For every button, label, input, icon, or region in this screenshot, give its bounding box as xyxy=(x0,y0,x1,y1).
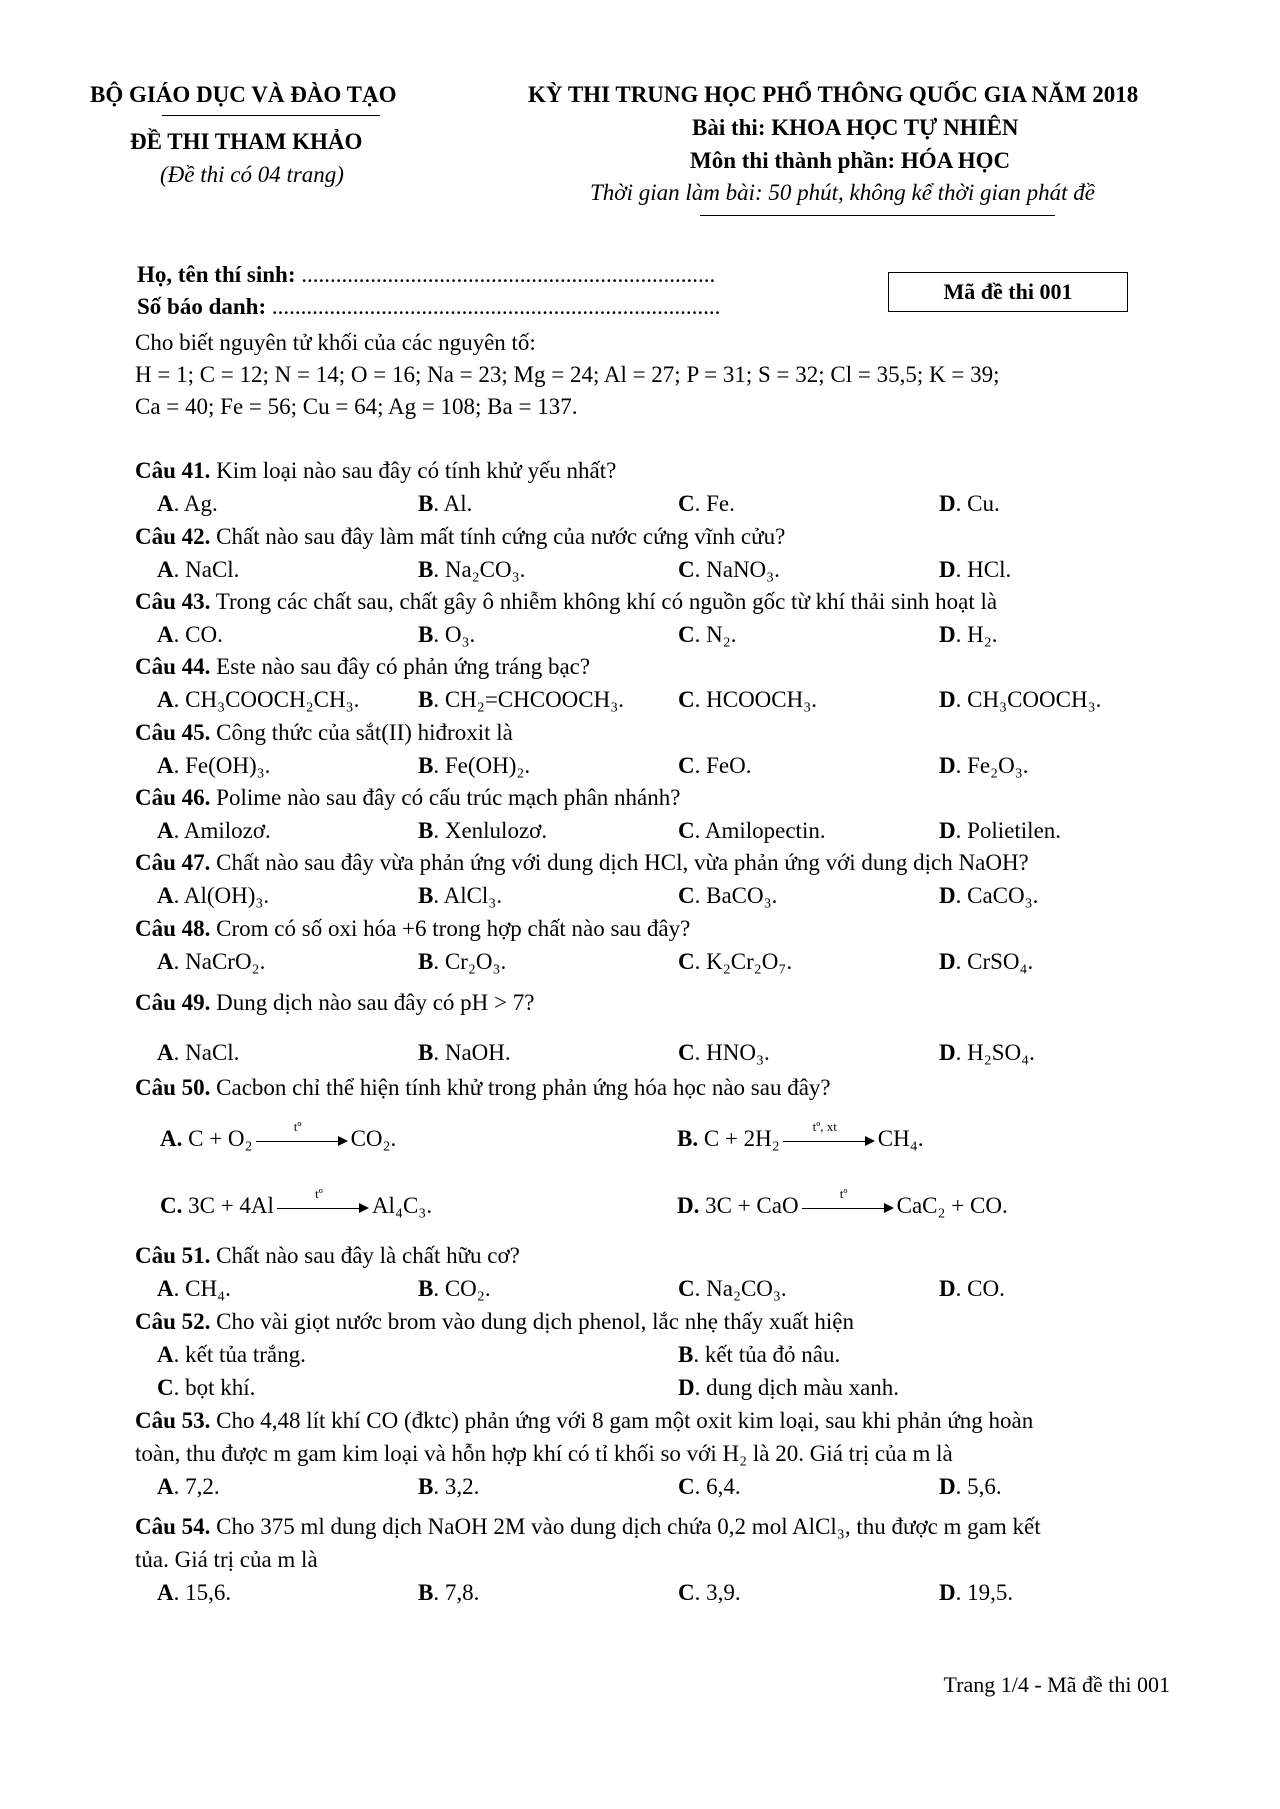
option-text: Fe(OH)₂. xyxy=(444,753,531,778)
candidate-number-dots: .............................................................................. xyxy=(271,294,721,319)
candidate-number-label: Số báo danh: xyxy=(137,294,267,319)
option-text: HCl. xyxy=(967,557,1012,582)
reactants: 3C + 4Al xyxy=(188,1193,274,1218)
answer-option-b: B. Fe(OH)₂. xyxy=(418,753,531,778)
question-text: Chất nào sau đây là chất hữu cơ? xyxy=(216,1243,520,1268)
question-text: toàn, thu được m gam kim loại và hỗn hợp khí có tỉ khối so với H₂ là 20. Giá trị của m là xyxy=(135,1441,953,1466)
option-key: D xyxy=(939,883,956,908)
option-text: kết tủa trắng. xyxy=(185,1342,306,1367)
answer-option-a: A. NaCrO₂. xyxy=(157,949,266,974)
candidate-name-dots: ........................................................................ xyxy=(301,262,716,287)
reaction-arrow-icon xyxy=(256,1118,348,1151)
ministry-name: BỘ GIÁO DỤC VÀ ĐÀO TẠO xyxy=(90,82,397,107)
option-key: C xyxy=(678,818,695,843)
answer-option-b: B. 3,2. xyxy=(418,1474,480,1499)
question-text: Polime nào sau đây có cấu trúc mạch phân nhánh? xyxy=(216,785,681,810)
question-text: Công thức của sắt(II) hiđroxit là xyxy=(216,720,513,745)
answer-option-a: A. 7,2. xyxy=(157,1474,220,1499)
option-text: CrSO₄. xyxy=(967,949,1034,974)
option-text: 7,8. xyxy=(444,1580,480,1605)
answer-option-d: D. H₂. xyxy=(939,622,998,647)
answer-option-d: D. dung dịch màu xanh. xyxy=(678,1375,900,1400)
option-key: C xyxy=(678,1580,695,1605)
answer-option-c: C. Fe. xyxy=(678,491,735,516)
option-key: A xyxy=(157,1040,174,1065)
option-key: C xyxy=(678,622,695,647)
question-text: Chất nào sau đây vừa phản ứng với dung dịch HCl, vừa phản ứng với dung dịch NaOH? xyxy=(216,850,1029,875)
option-key: B xyxy=(418,753,434,778)
exam-subject: Bài thi: KHOA HỌC TỰ NHIÊN xyxy=(692,115,1019,140)
option-key: C xyxy=(678,491,695,516)
candidate-name-label: Họ, tên thí sinh: xyxy=(137,262,296,287)
option-key: D xyxy=(939,491,956,516)
option-text: BaCO₃. xyxy=(706,883,778,908)
option-key: B xyxy=(418,491,434,516)
question-text: Kim loại nào sau đây có tính khử yếu nhất? xyxy=(216,458,617,483)
option-text: H₂SO₄. xyxy=(967,1040,1035,1065)
option-key: B xyxy=(418,1474,434,1499)
option-text: NaCrO₂. xyxy=(185,949,266,974)
question-number: Câu 45. xyxy=(135,720,211,745)
answer-option-d: D. Fe₂O₃. xyxy=(939,753,1029,778)
option-text: Na₂CO₃. xyxy=(706,1276,787,1301)
question-stem xyxy=(135,1547,318,1573)
option-key: B xyxy=(418,557,434,582)
answer-option-b: B. CH₂=CHCOOCH₃. xyxy=(418,687,625,712)
option-key: A xyxy=(157,687,174,712)
question-stem xyxy=(135,1075,831,1101)
answer-option-b: B. 7,8. xyxy=(418,1580,480,1605)
products: CaC₂ + CO. xyxy=(896,1193,1008,1218)
option-key: A xyxy=(157,1474,174,1499)
reaction-option-b xyxy=(677,1118,924,1152)
option-text: dung dịch màu xanh. xyxy=(706,1375,900,1400)
option-text: Fe(OH)₃. xyxy=(185,753,271,778)
option-text: Amilozơ. xyxy=(183,818,271,843)
answer-option-d: D. Polietilen. xyxy=(939,818,1062,843)
question-stem xyxy=(135,654,590,680)
answer-option-c: C. Na₂CO₃. xyxy=(678,1276,787,1301)
option-key: A xyxy=(157,622,174,647)
option-text: AlCl₃. xyxy=(443,883,503,908)
answer-option-b: B. O₃. xyxy=(418,622,476,647)
answer-option-b: B. AlCl₃. xyxy=(418,883,503,908)
option-text: N₂. xyxy=(706,622,737,647)
exam-name: KỲ THI TRUNG HỌC PHỔ THÔNG QUỐC GIA NĂM 2018 xyxy=(528,82,1139,107)
reaction-arrow-icon xyxy=(277,1185,369,1218)
option-key: D xyxy=(939,1580,956,1605)
answer-option-d: D. 19,5. xyxy=(939,1580,1014,1605)
question-number: Câu 47. xyxy=(135,850,211,875)
answer-option-c: C. N₂. xyxy=(678,622,737,647)
option-text: Cu. xyxy=(967,491,1000,516)
option-text: H₂. xyxy=(967,622,998,647)
option-key: C xyxy=(678,687,695,712)
option-text: NaCl. xyxy=(185,557,240,582)
question-stem xyxy=(135,720,513,746)
question-text: Cho 4,48 lít khí CO (đktc) phản ứng với 8 gam một oxit kim loại, sau khi phản ứng hoàn xyxy=(216,1408,1034,1433)
answer-option-b: B. Al. xyxy=(418,491,473,516)
answer-option-a: A. kết tủa trắng. xyxy=(157,1342,306,1367)
reactants: 3C + CaO xyxy=(705,1193,799,1218)
question-number: Câu 43. xyxy=(135,589,211,614)
option-text: Amilopectin. xyxy=(704,818,826,843)
atomic-mass-line-1: H = 1; C = 12; N = 14; O = 16; Na = 23; Mg = 24; Al = 27; P = 31; S = 32; Cl = 35,5; K = 39; xyxy=(135,362,1000,387)
option-key: C xyxy=(678,753,695,778)
answer-option-a: A. NaCl. xyxy=(157,557,240,582)
answer-option-d: D. CH₃COOCH₃. xyxy=(939,687,1102,712)
option-key: B xyxy=(418,949,434,974)
ministry-underline xyxy=(162,115,380,116)
option-text: kết tủa đỏ nâu. xyxy=(704,1342,841,1367)
reaction-option-d xyxy=(677,1185,1008,1219)
answer-option-c: C. 3,9. xyxy=(678,1580,741,1605)
option-key: D xyxy=(939,753,956,778)
option-text: 3,2. xyxy=(444,1474,480,1499)
option-text: FeO. xyxy=(706,753,752,778)
option-text: 3,9. xyxy=(706,1580,741,1605)
option-key: D. xyxy=(677,1193,700,1218)
answer-option-d: D. CrSO₄. xyxy=(939,949,1034,974)
option-text: Polietilen. xyxy=(967,818,1062,843)
answer-option-d: D. HCl. xyxy=(939,557,1012,582)
question-number: Câu 54. xyxy=(135,1514,211,1539)
option-key: A xyxy=(157,1580,174,1605)
answer-option-a: A. Ag. xyxy=(157,491,218,516)
question-number: Câu 50. xyxy=(135,1075,211,1100)
option-text: HNO₃. xyxy=(706,1040,770,1065)
answer-option-a: A. Amilozơ. xyxy=(157,818,271,843)
option-text: CO. xyxy=(185,622,223,647)
option-key: B xyxy=(418,1276,434,1301)
question-text: Cacbon chỉ thể hiện tính khử trong phản ứng hóa học nào sau đây? xyxy=(216,1075,831,1100)
exam-type-title: ĐỀ THI THAM KHẢO xyxy=(130,129,363,154)
answer-option-a: A. Al(OH)₃. xyxy=(157,883,270,908)
answer-option-d: D. H₂SO₄. xyxy=(939,1040,1035,1065)
duration-underline xyxy=(700,215,1055,216)
option-key: C xyxy=(678,883,695,908)
option-key: B xyxy=(418,1040,434,1065)
reaction-arrow-icon xyxy=(802,1185,894,1218)
question-text: Este nào sau đây có phản ứng tráng bạc? xyxy=(216,654,591,679)
option-key: B xyxy=(418,622,434,647)
answer-option-a: A. CH₄. xyxy=(157,1276,231,1301)
reaction-condition: tº xyxy=(293,1118,302,1134)
answer-option-d: D. Cu. xyxy=(939,491,1000,516)
answer-option-c: C. FeO. xyxy=(678,753,752,778)
reaction-option-a xyxy=(160,1118,397,1152)
question-text: Dung dịch nào sau đây có pH > 7? xyxy=(216,990,535,1015)
answer-option-b: B. kết tủa đỏ nâu. xyxy=(678,1342,841,1367)
reaction-condition: tº xyxy=(839,1185,848,1201)
option-key: B xyxy=(418,1580,434,1605)
option-key: C. xyxy=(160,1193,183,1218)
question-number: Câu 44. xyxy=(135,654,211,679)
option-text: Fe. xyxy=(706,491,735,516)
answer-option-d: D. 5,6. xyxy=(939,1474,1002,1499)
question-stem xyxy=(135,1441,953,1467)
answer-option-c: C. HCOOCH₃. xyxy=(678,687,818,712)
option-key: A xyxy=(157,557,174,582)
atomic-mass-intro: Cho biết nguyên tử khối của các nguyên tố: xyxy=(135,330,536,355)
reaction-arrow-icon xyxy=(783,1118,875,1151)
question-stem xyxy=(135,785,680,811)
option-text: K₂Cr₂O₇. xyxy=(706,949,793,974)
answer-option-b: B. CO₂. xyxy=(418,1276,491,1301)
question-number: Câu 51. xyxy=(135,1243,211,1268)
option-text: HCOOCH₃. xyxy=(706,687,818,712)
option-text: CH₃COOCH₃. xyxy=(967,687,1102,712)
option-key: C xyxy=(678,949,695,974)
answer-option-c: C. NaNO₃. xyxy=(678,557,780,582)
option-text: O₃. xyxy=(444,622,476,647)
option-text: Al(OH)₃. xyxy=(183,883,270,908)
reactants: C + O₂ xyxy=(188,1126,253,1151)
option-text: NaCl. xyxy=(185,1040,240,1065)
question-number: Câu 41. xyxy=(135,458,211,483)
option-key: C xyxy=(678,557,695,582)
reactants: C + 2H₂ xyxy=(703,1126,780,1151)
answer-option-d: D. CO. xyxy=(939,1276,1005,1301)
option-key: A xyxy=(157,949,174,974)
option-key: B. xyxy=(677,1126,699,1151)
option-key: D xyxy=(939,1040,956,1065)
answer-option-d: D. CaCO₃. xyxy=(939,883,1039,908)
question-text: Chất nào sau đây làm mất tính cứng của nước cứng vĩnh cửu? xyxy=(216,524,786,549)
answer-option-b: B. NaOH. xyxy=(418,1040,511,1065)
question-stem xyxy=(135,524,785,550)
option-key: A xyxy=(157,491,174,516)
option-text: Na₂CO₃. xyxy=(444,557,526,582)
option-key: D xyxy=(939,1474,956,1499)
products: Al₄C₃. xyxy=(371,1193,433,1218)
option-text: Ag. xyxy=(183,491,218,516)
answer-option-b: B. Xenlulozơ. xyxy=(418,818,548,843)
option-text: NaOH. xyxy=(444,1040,511,1065)
question-number: Câu 48. xyxy=(135,916,211,941)
option-text: Cr₂O₃. xyxy=(444,949,507,974)
question-text: Trong các chất sau, chất gây ô nhiễm không khí có nguồn gốc từ khí thải sinh hoạt là xyxy=(215,589,998,614)
option-text: Al. xyxy=(443,491,473,516)
option-key: D xyxy=(939,557,956,582)
answer-option-a: A. CO. xyxy=(157,622,223,647)
option-key: A xyxy=(157,883,174,908)
option-text: bọt khí. xyxy=(185,1375,256,1400)
option-key: C xyxy=(678,1040,695,1065)
page-count-note: (Đề thi có 04 trang) xyxy=(160,162,344,187)
answer-option-c: C. HNO₃. xyxy=(678,1040,770,1065)
exam-code-box: Mã đề thi 001 xyxy=(888,272,1128,312)
option-key: B xyxy=(418,883,434,908)
question-number: Câu 49. xyxy=(135,990,211,1015)
option-text: CH₃COOCH₂CH₃. xyxy=(185,687,360,712)
products: CO₂. xyxy=(350,1126,397,1151)
question-stem xyxy=(135,589,997,615)
option-text: 5,6. xyxy=(967,1474,1002,1499)
answer-option-c: C. 6,4. xyxy=(678,1474,741,1499)
option-key: B xyxy=(418,818,434,843)
option-key: C xyxy=(678,1276,695,1301)
question-number: Câu 53. xyxy=(135,1408,211,1433)
option-text: Fe₂O₃. xyxy=(967,753,1029,778)
question-stem xyxy=(135,850,1029,876)
option-key: A xyxy=(157,1342,174,1367)
option-text: Xenlulozơ. xyxy=(444,818,548,843)
option-key: C xyxy=(678,1474,695,1499)
option-text: 7,2. xyxy=(185,1474,220,1499)
question-text: Cho vài giọt nước brom vào dung dịch phenol, lắc nhẹ thấy xuất hiện xyxy=(216,1309,854,1334)
question-stem xyxy=(135,458,616,484)
answer-option-a: A. Fe(OH)₃. xyxy=(157,753,271,778)
option-key: D xyxy=(939,1276,956,1301)
question-number: Câu 46. xyxy=(135,785,211,810)
option-text: 19,5. xyxy=(967,1580,1014,1605)
answer-option-a: A. CH₃COOCH₂CH₃. xyxy=(157,687,360,712)
option-text: 15,6. xyxy=(185,1580,232,1605)
option-key: A xyxy=(157,753,174,778)
option-key: D xyxy=(939,949,956,974)
page-footer: Trang 1/4 - Mã đề thi 001 xyxy=(943,1672,1170,1697)
option-key: B xyxy=(418,687,434,712)
option-key: D xyxy=(939,687,956,712)
answer-option-c: C. Amilopectin. xyxy=(678,818,826,843)
candidate-name-row xyxy=(137,258,715,291)
option-text: CO₂. xyxy=(444,1276,491,1301)
reaction-option-c xyxy=(160,1185,433,1219)
question-text: Crom có số oxi hóa +6 trong hợp chất nào sau đây? xyxy=(216,916,691,941)
answer-option-b: B. Cr₂O₃. xyxy=(418,949,507,974)
answer-option-a: A. 15,6. xyxy=(157,1580,232,1605)
answer-option-b: B. Na₂CO₃. xyxy=(418,557,526,582)
option-text: CaCO₃. xyxy=(967,883,1039,908)
atomic-mass-line-2: Ca = 40; Fe = 56; Cu = 64; Ag = 108; Ba = 137. xyxy=(135,394,578,419)
question-number: Câu 42. xyxy=(135,524,211,549)
option-key: C xyxy=(157,1375,174,1400)
products: CH₄. xyxy=(877,1126,924,1151)
question-stem xyxy=(135,1243,520,1269)
answer-option-c: C. BaCO₃. xyxy=(678,883,778,908)
candidate-number-row xyxy=(137,290,720,323)
question-stem xyxy=(135,990,534,1016)
option-text: NaNO₃. xyxy=(706,557,780,582)
option-key: D xyxy=(678,1375,695,1400)
answer-option-c: C. bọt khí. xyxy=(157,1375,256,1400)
question-stem xyxy=(135,1514,1041,1540)
option-text: CH₄. xyxy=(185,1276,231,1301)
question-text: tủa. Giá trị của m là xyxy=(135,1547,318,1572)
reaction-condition: tº xyxy=(315,1185,323,1201)
question-text: Cho 375 ml dung dịch NaOH 2M vào dung dịch chứa 0,2 mol AlCl₃, thu được m gam kết xyxy=(216,1514,1041,1539)
option-text: 6,4. xyxy=(706,1474,741,1499)
option-text: CO. xyxy=(967,1276,1005,1301)
option-key: D xyxy=(939,622,956,647)
option-key: A xyxy=(157,818,174,843)
question-stem xyxy=(135,1309,854,1335)
option-key: A xyxy=(157,1276,174,1301)
reaction-condition: tº, xt xyxy=(812,1118,837,1134)
option-key: D xyxy=(939,818,956,843)
option-key: B xyxy=(678,1342,694,1367)
answer-option-a: A. NaCl. xyxy=(157,1040,240,1065)
question-stem xyxy=(135,916,690,942)
exam-component: Môn thi thành phần: HÓA HỌC xyxy=(690,148,1011,173)
answer-option-c: C. K₂Cr₂O₇. xyxy=(678,949,793,974)
exam-duration: Thời gian làm bài: 50 phút, không kể thời gian phát đề xyxy=(590,180,1095,205)
option-key: A. xyxy=(160,1126,183,1151)
option-text: CH₂=CHCOOCH₃. xyxy=(444,687,625,712)
question-stem xyxy=(135,1408,1033,1434)
question-number: Câu 52. xyxy=(135,1309,211,1334)
